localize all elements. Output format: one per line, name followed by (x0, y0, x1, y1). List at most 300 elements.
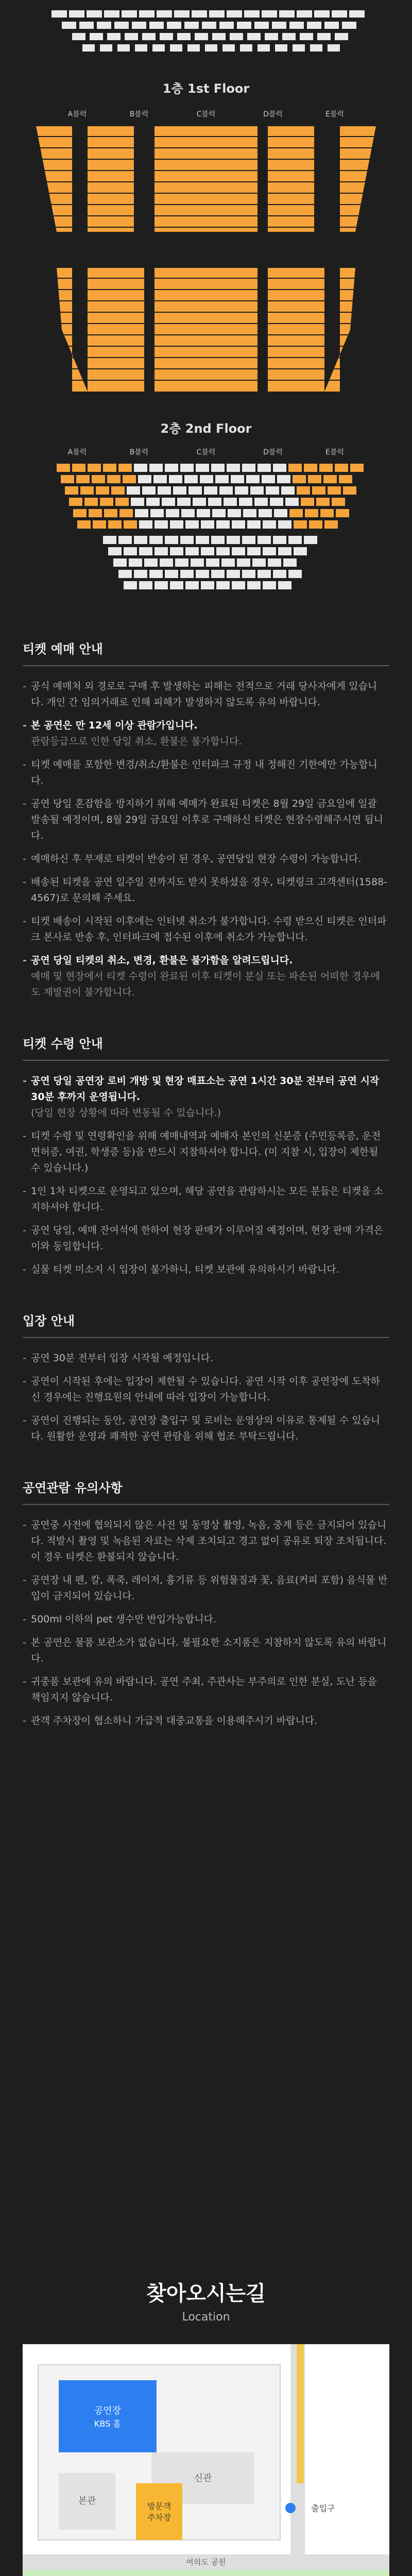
block-label: A블럭 (67, 110, 87, 118)
notice-item (23, 1262, 389, 1278)
floor2-block-labels (68, 448, 344, 456)
seat-cell (209, 10, 225, 18)
seat-cell (247, 33, 261, 40)
seat-cell (332, 498, 345, 506)
seat-cell (259, 509, 272, 517)
seat-cell (134, 464, 147, 472)
notice-item-text: 공연 당일 티켓의 취소, 변경, 환불은 불가함을 알려드립니다. (31, 955, 293, 966)
notice-item (23, 1612, 389, 1628)
seat-cell (69, 498, 82, 506)
seat-cell (308, 475, 321, 483)
seat-cell (342, 22, 356, 29)
seat-cell (258, 536, 271, 544)
notice-item (23, 953, 389, 1001)
seat-cell (288, 464, 302, 472)
seat-cell (104, 10, 119, 18)
seat-cell (160, 558, 173, 567)
floor2-seats (57, 464, 364, 589)
seat-cell (149, 464, 163, 472)
seat-cell (328, 44, 340, 52)
seat-cell (122, 10, 137, 18)
location-map[interactable] (23, 2344, 389, 2576)
seat-cell (114, 22, 129, 29)
seat-cell (134, 536, 147, 544)
seat-cell (165, 570, 178, 578)
block-label: B블럭 (129, 448, 149, 456)
notice-item-text: 본 공연은 물품 보관소가 없습니다. 불필요한 소지품은 지참하지 않도록 유의 바랍니다. (31, 1637, 387, 1664)
pickup-notice-section (23, 1033, 389, 1278)
seat-cell (246, 475, 260, 483)
seat-cell (100, 498, 113, 506)
seat-cell (304, 464, 317, 472)
seat-cell (273, 570, 286, 578)
seat-cell (293, 44, 305, 52)
seat-cell (243, 509, 256, 517)
seat-cell (294, 547, 307, 555)
seat-cell (170, 44, 182, 52)
seat-cell (288, 570, 302, 578)
seat-cell (232, 520, 245, 529)
seat-cell (61, 475, 74, 483)
seat-cell (254, 22, 269, 29)
seat-cell (119, 509, 133, 517)
seat-cell (324, 22, 339, 29)
seat-cell (177, 498, 191, 506)
location-title: 찾아오시는길 (146, 2282, 266, 2306)
block-label: C블럭 (196, 110, 216, 118)
notice-item-text: 귀중품 보관에 유의 바랍니다. 공연 주최, 주관사는 부주의로 인한 분실, 도난 등을 책임지지 않습니다. (31, 1676, 377, 1703)
gate-label: 출입구 (311, 2503, 335, 2513)
seat-cell (152, 44, 165, 52)
seat-map-graphic (0, 0, 412, 613)
seat-cell (237, 22, 251, 29)
notice-item-text: 티켓 배송이 시작된 이후에는 인터넷 취소가 불가합니다. 수령 받으신 티켓은 인터파크 본사로 반송 후, 인터파크에 접수된 이후에 취소가 가능합니다. (31, 916, 387, 943)
seat-cell (288, 536, 302, 544)
notice-item-text: 500ml 이하의 pet 생수만 반입가능합니다. (31, 1614, 217, 1625)
seat-cell (170, 520, 183, 529)
seat-cell (195, 33, 208, 40)
entry-notice-title: 입장 안내 (23, 1311, 389, 1338)
seat-cell (242, 570, 255, 578)
seat-cell (124, 547, 137, 555)
seat-cell (227, 536, 240, 544)
seat-cell (184, 22, 199, 29)
notice-item (23, 1517, 389, 1565)
map-graphic (23, 2344, 389, 2576)
seat-cell (96, 486, 109, 495)
seat-cell (266, 486, 279, 495)
seat-cell (301, 498, 314, 506)
seat-cell (144, 558, 158, 567)
seat-cell (277, 475, 290, 483)
notice-item-text: 실물 티켓 미소지 시 입장이 불가하니, 티켓 보관에 유의하시기 바랍니다. (31, 1264, 339, 1275)
seat-cell (77, 520, 91, 529)
rules-notice-title: 공연관람 유의사항 (23, 1478, 389, 1505)
seat-cell (192, 10, 207, 18)
notice-item-subtext: 관람등급으로 인한 당일 취소, 환불은 불가합니다. (31, 736, 242, 747)
seat-cell (149, 22, 164, 29)
seat-cell (135, 509, 148, 517)
seat-cell (242, 536, 255, 544)
seat-cell (309, 520, 322, 529)
seat-cell (118, 570, 132, 578)
seat-cell (293, 475, 306, 483)
block-e-lower (324, 268, 355, 392)
block-label: D블럭 (263, 110, 283, 118)
seat-cell (227, 570, 240, 578)
notice-item (23, 1350, 389, 1366)
seat-cell (343, 486, 356, 495)
seat-cell (231, 475, 244, 483)
seat-cell (272, 22, 286, 29)
seat-cell (170, 581, 183, 589)
main-building (59, 2380, 157, 2452)
block-label: B블럭 (129, 110, 149, 118)
seat-cell (111, 486, 125, 495)
seat-cell (146, 498, 160, 506)
seat-cell (165, 536, 178, 544)
seat-cell (244, 10, 260, 18)
seat-cell (216, 547, 230, 555)
seat-cell (108, 547, 122, 555)
seat-cell (142, 33, 156, 40)
seat-cell (185, 520, 199, 529)
notice-item (23, 1223, 389, 1255)
seat-cell (180, 536, 194, 544)
seat-cell (300, 33, 313, 40)
seat-cell (281, 486, 295, 495)
seat-cell (97, 22, 111, 29)
notice-item-text: 본 공연은 만 12세 이상 관람가입니다. (31, 720, 198, 731)
notice-item-text: 관객 주차장이 협소하니 가급적 대중교통을 이용해주시기 바랍니다. (31, 1715, 318, 1726)
seat-cell (216, 581, 230, 589)
seat-cell (275, 44, 287, 52)
notice-item (23, 757, 389, 789)
seat-cell (149, 536, 163, 544)
seat-cell (335, 464, 348, 472)
notice-item-text: 티켓 수령 및 연령확인을 위해 예매내역과 예매자 본인의 신분증 (주민등록증, 운전면허증, 여권, 학생증 등)을 반드시 지참하셔야 합니다. (미 지참 시, 입장이 제한될 수 있습니다.) (31, 1130, 381, 1174)
seat-cell (258, 464, 271, 472)
block-label: E블럭 (325, 110, 344, 118)
seat-map (0, 0, 412, 613)
park-area (23, 2570, 389, 2576)
seat-cell (93, 520, 106, 529)
seat-cell (127, 486, 140, 495)
floor1-block-labels (68, 110, 344, 118)
pickup-notice-title: 티켓 수령 안내 (23, 1033, 389, 1061)
seat-cell (107, 33, 121, 40)
seat-cell (305, 509, 318, 517)
seat-cell (252, 558, 266, 567)
seat-cell (250, 486, 264, 495)
ticket-notice-section (23, 639, 389, 1001)
rules-notice-list (23, 1517, 389, 1729)
seat-cell (185, 547, 199, 555)
seat-cell (270, 498, 283, 506)
seat-cell (196, 536, 209, 544)
block-label: A블럭 (67, 448, 87, 456)
seat-cell (227, 10, 242, 18)
notice-item-text: 공연 당일 혼잡함을 방지하기 위해 예매가 완료된 티켓은 8월 29일 금요일에 일괄 발송될 예정이며, 8월 29일 금요일 이후로 구매하신 티켓은 현장수령해주시면 됩니다. (31, 798, 383, 841)
seat-cell (339, 475, 352, 483)
notice-item-text: 예매하신 후 부재로 티켓이 반송이 된 경우, 공연당일 현장 수령이 가능합니다. (31, 853, 362, 865)
annex-label: 신관 (194, 2473, 212, 2484)
seat-cell (84, 498, 98, 506)
notice-item-text: 배송된 티켓을 공연 일주일 전까지도 받지 못하셨을 경우, 티켓링크 고객센터(1588-4567)로 문의해 주세요. (31, 876, 387, 904)
seat-cell (117, 44, 130, 52)
seat-cell (319, 464, 333, 472)
gate-marker-icon (285, 2503, 296, 2513)
seat-cell (149, 570, 163, 578)
main-building-sublabel: KBS 홀 (94, 2419, 121, 2429)
notice-item-text: 1인 1차 티켓으로 운영되고 있으며, 해당 공연을 관람하시는 모든 분들은 티켓을 소지하셔야 합니다. (31, 1185, 383, 1213)
ticket-notice-title: 티켓 예매 안내 (23, 639, 389, 666)
notice-item-text: 공식 예매처 외 경로로 구매 후 발생하는 피해는 전적으로 거래 당사자에게 있습니다. 개인 간 임의거래로 인해 피해가 발생하지 않도록 유의 바랍니다. (31, 681, 377, 708)
seat-cell (72, 464, 85, 472)
seat-cell (282, 33, 296, 40)
notice-item (23, 851, 389, 867)
seat-cell (323, 475, 337, 483)
seat-cell (239, 498, 252, 506)
seat-cell (297, 486, 310, 495)
seat-cell (118, 464, 132, 472)
notice-item (23, 1635, 389, 1667)
seat-cell (312, 486, 325, 495)
seat-cell (258, 44, 270, 52)
seat-cell (324, 520, 338, 529)
seat-cell (169, 475, 182, 483)
road-highlight (297, 2344, 304, 2483)
seat-cell (273, 464, 286, 472)
ticket-notice-list (23, 679, 389, 1001)
seat-cell (235, 486, 248, 495)
seat-cell (285, 498, 299, 506)
notice-item-text: 공연장 내 펜, 칼, 폭죽, 레이저, 흉기류 등 위험물질과 꽃, 음료(커피 포함) 음식물 반입이 금지되어 있습니다. (31, 1574, 388, 1602)
seat-cell (283, 558, 297, 567)
seat-cell (289, 22, 304, 29)
notice-item (23, 718, 389, 750)
block-label: D블럭 (263, 448, 283, 456)
block-lower (154, 268, 258, 392)
seat-cell (52, 10, 67, 18)
seat-cell (196, 570, 209, 578)
seat-cell (132, 22, 146, 29)
seat-cell (254, 498, 268, 506)
seat-cell (230, 33, 243, 40)
seat-cell (201, 520, 214, 529)
seat-cell (197, 509, 210, 517)
notice-item (23, 1674, 389, 1706)
block-label: C블럭 (196, 448, 216, 456)
seat-cell (131, 498, 144, 506)
seat-cell (263, 581, 276, 589)
notice-item (23, 796, 389, 844)
seat-cell (227, 464, 240, 472)
seat-cell (166, 509, 179, 517)
seat-cell (124, 581, 137, 589)
seat-cell (212, 509, 226, 517)
seat-cell (328, 486, 341, 495)
seat-cell (65, 486, 78, 495)
seat-cell (187, 44, 200, 52)
notice-item (23, 1413, 389, 1445)
seat-cell (320, 509, 334, 517)
seat-cell (278, 581, 291, 589)
notice-item-subtext: (당일 현장 상황에 따라 변동될 수 있습니다.) (31, 1107, 221, 1118)
seat-cell (100, 44, 112, 52)
seat-cell (278, 547, 291, 555)
seat-cell (150, 509, 164, 517)
seat-cell (307, 22, 321, 29)
seat-cell (262, 475, 275, 483)
notice-item (23, 1713, 389, 1729)
seat-cell (177, 33, 191, 40)
seat-cell (221, 558, 235, 567)
seat-cell (79, 22, 94, 29)
seat-cell (216, 520, 230, 529)
seat-cell (134, 570, 147, 578)
seat-cell (103, 536, 116, 544)
pickup-notice-list (23, 1073, 389, 1278)
seat-cell (289, 509, 303, 517)
seat-cell (181, 509, 195, 517)
seat-cell (274, 509, 287, 517)
seat-cell (115, 498, 129, 506)
seat-cell (73, 509, 87, 517)
main-building-label: 공연장 (94, 2405, 122, 2416)
seat-cell (232, 547, 245, 555)
seat-cell (107, 475, 121, 483)
seat-cell (204, 486, 217, 495)
seat-cell (154, 547, 168, 555)
seat-cell (201, 581, 214, 589)
seat-cell (57, 464, 70, 472)
seat-cell (242, 464, 255, 472)
seat-cell (72, 33, 85, 40)
seat-cell (90, 33, 103, 40)
seat-cell (162, 498, 175, 506)
seat-cell (262, 10, 277, 18)
notice-item-text: 공연중 사전에 협의되지 않은 사진 및 동영상 촬영, 녹음, 중계 등은 금지되어 있습니다. 적발시 촬영 및 녹음된 자료는 삭제 조치되고 경고 없이 공유로 퇴장 조치됩니다. 이 경우 티켓은 환불되지 않습니다. (31, 1519, 387, 1563)
seat-cell (196, 464, 209, 472)
location-section (0, 2277, 412, 2576)
seat-cell (153, 475, 167, 483)
seat-cell (279, 10, 295, 18)
seat-cell (258, 570, 271, 578)
notice-item-subtext: 예매 및 현장에서 티켓 수령이 완료된 이후 티켓이 분실 또는 파손된 어떠한 경우에도 재발권이 불가합니다. (31, 971, 381, 998)
seat-cell (158, 486, 171, 495)
notice-item (23, 1073, 389, 1121)
notice-item (23, 1572, 389, 1604)
seat-cell (237, 558, 250, 567)
seat-cell (247, 547, 261, 555)
parking-lot (136, 2483, 182, 2540)
seat-cell (314, 10, 330, 18)
seat-cell (191, 558, 204, 567)
info-section (0, 639, 412, 1762)
seat-cell (89, 509, 102, 517)
seat-cell (263, 520, 276, 529)
seat-cell (139, 547, 152, 555)
seat-cell (104, 509, 117, 517)
block-label: E블럭 (325, 448, 344, 456)
block-lower (88, 268, 144, 392)
parking-sublabel: 주차장 (147, 2513, 171, 2522)
seat-cell (185, 581, 199, 589)
seat-cell (142, 486, 156, 495)
seat-cell (123, 475, 136, 483)
notice-item-text: 공연이 시작된 후에는 입장이 제한될 수 있습니다. 공연 시작 이후 공연장에 도착하신 경우에는 진행요원의 안내에 따라 입장이 가능합니다. (31, 1376, 381, 1403)
seat-cell (332, 10, 347, 18)
notice-item-text: 공연 당일, 예매 잔여석에 한하여 현장 판매가 이루어질 예정이며, 현장 판매 가격은 이와 동일합니다. (31, 1225, 384, 1252)
seat-cell (62, 22, 76, 29)
seat-cell (139, 581, 152, 589)
seat-cell (103, 464, 116, 472)
seat-cell (69, 10, 84, 18)
seat-cell (268, 558, 281, 567)
seat-cell (208, 498, 221, 506)
park-label: 여의도 공원 (186, 2557, 226, 2567)
seat-cell (113, 558, 127, 567)
seat-cell (180, 570, 194, 578)
notice-item (23, 1374, 389, 1405)
seat-cell (200, 475, 213, 483)
seat-cell (154, 581, 168, 589)
notice-item-text: 공연 30분 전부터 입장 시작될 예정입니다. (31, 1352, 214, 1364)
seat-cell (335, 33, 348, 40)
seat-cell (222, 44, 235, 52)
seat-cell (174, 10, 190, 18)
notice-item (23, 679, 389, 710)
seat-cell (212, 33, 226, 40)
seat-cell (193, 498, 206, 506)
seat-cell (167, 22, 181, 29)
seat-cell (139, 10, 154, 18)
seat-cell (82, 44, 95, 52)
seat-cell (138, 475, 151, 483)
floor1-label: 1층 1st Floor (162, 81, 250, 96)
seat-cell (310, 44, 322, 52)
seat-cell (88, 464, 101, 472)
seat-cell (165, 464, 178, 472)
seat-cell (263, 547, 276, 555)
location-subtitle: Location (182, 2311, 230, 2324)
seat-cell (92, 475, 105, 483)
seat-cell (278, 520, 291, 529)
seat-cell (108, 520, 122, 529)
seat-cell (201, 547, 214, 555)
seat-cell (154, 520, 168, 529)
notice-item (23, 913, 389, 945)
seat-cell (124, 520, 137, 529)
seat-cell (265, 33, 278, 40)
seat-cell (160, 33, 173, 40)
entry-notice-section (23, 1311, 389, 1445)
notice-item-text: 공연이 진행되는 동안, 공연장 출입구 및 로비는 운영상의 이유로 통제될 수 있습니다. 원활한 운영과 쾌적한 공연 관람을 위해 협조 부탁드립니다. (31, 1415, 381, 1442)
seat-cell (219, 22, 234, 29)
seat-cell (211, 536, 225, 544)
seat-cell (215, 475, 229, 483)
rules-notice-section (23, 1478, 389, 1729)
seat-cell (224, 498, 237, 506)
floor2-label: 2층 2nd Floor (160, 421, 252, 436)
seat-cell (87, 10, 102, 18)
seat-cell (211, 570, 225, 578)
block-lower (268, 268, 324, 392)
notice-item (23, 1183, 389, 1215)
seat-cell (125, 33, 138, 40)
seat-cell (247, 581, 261, 589)
